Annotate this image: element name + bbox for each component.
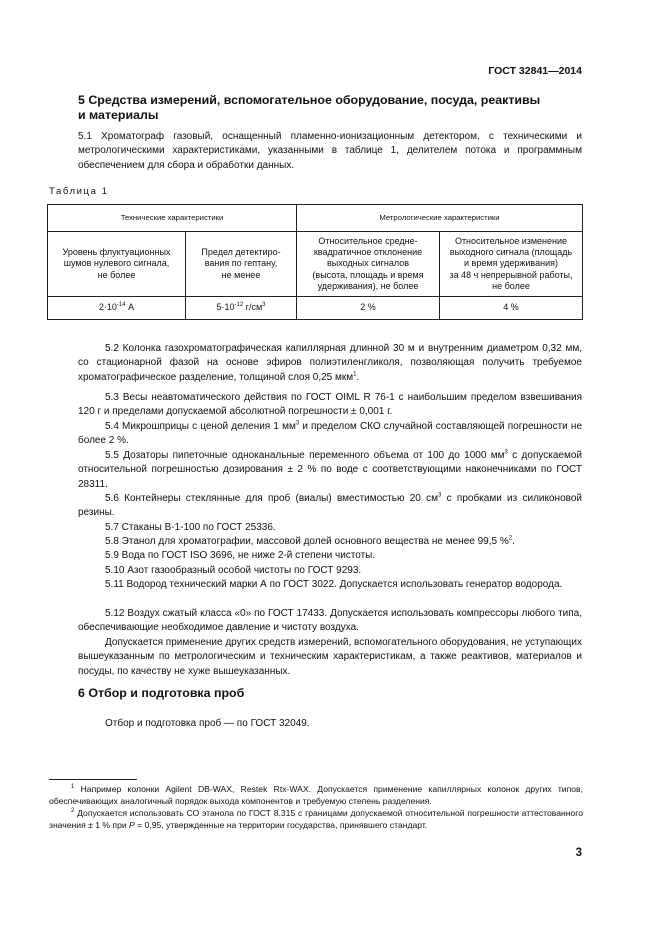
paragraph-5-10: 5.10 Азот газообразный особой чистоты по ГОСТ 9293. bbox=[105, 565, 362, 576]
table-1 bbox=[47, 204, 583, 320]
page-number: 3 bbox=[575, 847, 582, 859]
paragraph-5-5: 5.5 Дозаторы пипеточные одноканальные переменного объема от 100 до 1000 $мм^3$ с допускаемой относительной погрешностью дозирования ± 2 % по воде с соответствующими наконечниками по ГОСТ 28311. bbox=[78, 449, 582, 490]
section-5-title-line2: и материалы bbox=[78, 108, 159, 122]
document-code: ГОСТ 32841—2014 bbox=[488, 65, 582, 77]
group-header-technical: Технические характеристики bbox=[48, 205, 297, 232]
paragraph-6: Отбор и подготовка проб — по ГОСТ 32049. bbox=[105, 718, 310, 729]
paragraph-5-1: 5.1 Хроматограф газовый, оснащенный пламенно-ионизационным детектором, с техническими и метрологическими характеристиками, указанными в таблице 1, делителем потока и программным обеспечением для сбора и обработки данных. bbox=[78, 131, 582, 171]
table-1-caption: Таблица 1 bbox=[49, 186, 109, 197]
value-relative-change: 4 % bbox=[440, 297, 583, 320]
paragraph-5-3: 5.3 Весы неавтоматического действия по ГОСТ OIML R 76-1 с наибольшим пределом взвешивания 120 г и пределами допускаемой абсолютной погрешности ± 0,001 г. bbox=[78, 392, 582, 418]
group-header-metrological: Метрологические характеристики bbox=[297, 205, 583, 232]
section-5-title-line1: 5 Средства измерений, вспомогательное оборудование, посуда, реактивы bbox=[78, 93, 541, 107]
paragraph-5-2: 5.2 Колонка газохроматографическая капиллярная длинной 30 м и внутренним диаметром 0,32 мм, со стационарной фазой на основе эфиров полиэтиленгликоля, позволяющая получить требуемое хроматографическое разделение, толщиной слоя 0,25 мкм$^1$. bbox=[78, 343, 582, 383]
paragraph-5-11: 5.11 Водород технический марки А по ГОСТ 3022. Допускается использовать генератор водорода. bbox=[105, 579, 563, 590]
table-column-header-row bbox=[48, 232, 583, 297]
col-header-detection-limit: Предел детектиро- вания по гептану, не менее bbox=[186, 232, 297, 297]
value-noise-level: $2\cdot 10^{-14}$ А bbox=[48, 297, 186, 320]
paragraph-5-9: 5.9 Вода по ГОСТ ISO 3696, не ниже 2-й степени чистоты. bbox=[105, 550, 376, 561]
table-value-row bbox=[48, 297, 583, 320]
paragraph-5-6: 5.6 Контейнеры стеклянные для проб (виалы) вместимостью 20 $см^3$ с пробками из силиконовой резины. bbox=[78, 492, 582, 519]
col-header-noise-level: Уровень флуктуационных шумов нулевого сигнала, не более bbox=[48, 232, 186, 297]
paragraph-5-4: 5.4 Микрошприцы с ценой деления 1 $мм^3$ и пределом СКО случайной составляющей погрешности не более 2 %. bbox=[78, 420, 582, 447]
paragraph-allowance: Допускается применение других средств измерений, вспомогательного оборудования, не уступающих вышеуказанным по метрологическим и техническим характеристикам, а также реактивов, материалов и посуды, по качеству не хуже вышеуказанных. bbox=[78, 637, 582, 677]
section-6-title: 6 Отбор и подготовка проб bbox=[78, 686, 245, 700]
paragraph-5-8: 5.8 Этанол для хроматографии, массовой долей основного вещества не менее 99,5 %$^2$. bbox=[105, 535, 515, 547]
footnote-1: $^1$ Например колонки Agilent DB-WAX, Restek Rtx-WAX. Допускается применение капиллярных колонок других типов, обеспечивающих аналогичный порядок выхода компонентов и требуемую степень разделения. bbox=[49, 784, 583, 806]
footnote-2: $^2$ Допускается использовать СО этанола по ГОСТ 8.315 с границами допускаемой относительной погрешности аттестованного значения ± 1 % при P = 0,95, утвержденные на территории государства, принявшего стандарт. bbox=[49, 808, 583, 830]
table-group-header-row bbox=[48, 205, 583, 232]
paragraph-5-12: 5.12 Воздух сжатый класса «0» по ГОСТ 17433. Допускается использовать компрессоры любого типа, обеспечивающие необходимое давление и чистоту воздуха. bbox=[78, 608, 582, 634]
col-header-relative-change: Относительное изменение выходного сигнала (площадь и время удерживания) за 48 ч непрерывной работы, не более bbox=[440, 232, 583, 297]
value-detection-limit: $5\cdot 10^{-12}$ $г/см^3$ bbox=[186, 297, 297, 320]
section-5-title bbox=[78, 93, 540, 123]
value-rsd: 2 % bbox=[297, 297, 440, 320]
paragraph-5-7: 5.7 Стаканы В-1-100 по ГОСТ 25336. bbox=[105, 522, 276, 533]
footnote-separator bbox=[49, 779, 137, 780]
col-header-rsd: Относительное средне- квадратичное отклонение выходных сигналов (высота, площадь и время удерживания), не более bbox=[297, 232, 440, 297]
